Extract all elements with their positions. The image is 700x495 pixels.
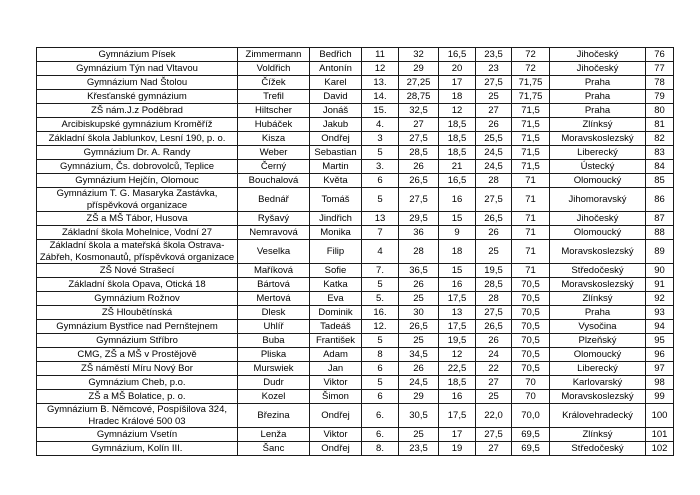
cell-rank: 83 bbox=[646, 146, 674, 160]
cell-rank: 94 bbox=[646, 320, 674, 334]
cell-region: Moravskoslezský bbox=[550, 278, 646, 292]
cell-region: Jihočeský bbox=[550, 212, 646, 226]
cell-rank: 90 bbox=[646, 264, 674, 278]
cell-region: Olomoucký bbox=[550, 348, 646, 362]
cell-rank: 78 bbox=[646, 76, 674, 90]
table-row bbox=[37, 62, 674, 76]
cell-total: 69,5 bbox=[512, 428, 550, 442]
cell-score-d: 26,5 bbox=[476, 212, 512, 226]
cell-first-name: Dominik bbox=[310, 306, 362, 320]
cell-school: ZŠ náměstí Míru Nový Bor bbox=[37, 362, 238, 376]
cell-first-name: Viktor bbox=[310, 428, 362, 442]
cell-total: 71,5 bbox=[512, 146, 550, 160]
cell-score-c: 12 bbox=[439, 104, 476, 118]
cell-score-a: 6 bbox=[362, 174, 399, 188]
cell-score-b: 26,5 bbox=[399, 320, 439, 334]
table-row bbox=[37, 442, 674, 456]
cell-score-c: 16,5 bbox=[439, 48, 476, 62]
cell-surname: Uhlíř bbox=[238, 320, 310, 334]
cell-score-c: 18,5 bbox=[439, 146, 476, 160]
cell-score-b: 27,5 bbox=[399, 132, 439, 146]
cell-score-d: 26 bbox=[476, 334, 512, 348]
cell-score-b: 29,5 bbox=[399, 212, 439, 226]
cell-score-d: 28 bbox=[476, 174, 512, 188]
cell-score-d: 23 bbox=[476, 62, 512, 76]
cell-score-d: 28,5 bbox=[476, 278, 512, 292]
cell-school: ZŠ Hloubětínská bbox=[37, 306, 238, 320]
cell-score-c: 18 bbox=[439, 240, 476, 264]
cell-first-name: Tadeáš bbox=[310, 320, 362, 334]
cell-score-d: 26 bbox=[476, 118, 512, 132]
cell-surname: Murswiek bbox=[238, 362, 310, 376]
cell-school: Gymnázium, Kolín III. bbox=[37, 442, 238, 456]
cell-region: Zlínksý bbox=[550, 428, 646, 442]
cell-first-name: Katka bbox=[310, 278, 362, 292]
cell-first-name: Monika bbox=[310, 226, 362, 240]
cell-school: ZŠ nám.J.z Poděbrad bbox=[37, 104, 238, 118]
cell-score-a: 5 bbox=[362, 376, 399, 390]
cell-region: Jihočeský bbox=[550, 62, 646, 76]
cell-score-d: 27,5 bbox=[476, 306, 512, 320]
cell-score-c: 18,5 bbox=[439, 118, 476, 132]
cell-score-b: 30,5 bbox=[399, 404, 439, 428]
cell-rank: 84 bbox=[646, 160, 674, 174]
cell-score-b: 26 bbox=[399, 160, 439, 174]
cell-score-a: 7 bbox=[362, 226, 399, 240]
cell-rank: 95 bbox=[646, 334, 674, 348]
cell-score-c: 18,5 bbox=[439, 132, 476, 146]
cell-score-b: 26 bbox=[399, 278, 439, 292]
cell-school: Arcibiskupské gymnázium Kroměříž bbox=[37, 118, 238, 132]
cell-school: Základní škola Mohelnice, Vodní 27 bbox=[37, 226, 238, 240]
cell-school: Základní škola a mateřská škola Ostrava-Zábřeh, Kosmonautů, příspěvková organizace bbox=[37, 240, 238, 264]
cell-score-a: 14. bbox=[362, 90, 399, 104]
cell-first-name: Martin bbox=[310, 160, 362, 174]
cell-score-b: 25 bbox=[399, 428, 439, 442]
cell-score-d: 27 bbox=[476, 376, 512, 390]
cell-score-c: 17 bbox=[439, 76, 476, 90]
cell-rank: 88 bbox=[646, 226, 674, 240]
table-row bbox=[37, 212, 674, 226]
cell-score-a: 12. bbox=[362, 320, 399, 334]
cell-first-name: Ondřej bbox=[310, 442, 362, 456]
cell-region: Praha bbox=[550, 90, 646, 104]
cell-rank: 100 bbox=[646, 404, 674, 428]
cell-score-c: 19,5 bbox=[439, 334, 476, 348]
cell-score-a: 4. bbox=[362, 118, 399, 132]
cell-school: Gymnázium Nad Štolou bbox=[37, 76, 238, 90]
cell-score-c: 16 bbox=[439, 278, 476, 292]
cell-surname: Březina bbox=[238, 404, 310, 428]
cell-total: 70,0 bbox=[512, 404, 550, 428]
cell-first-name: David bbox=[310, 90, 362, 104]
cell-score-c: 18,5 bbox=[439, 376, 476, 390]
cell-score-d: 19,5 bbox=[476, 264, 512, 278]
cell-rank: 79 bbox=[646, 90, 674, 104]
cell-score-a: 5 bbox=[362, 278, 399, 292]
cell-first-name: Jonáš bbox=[310, 104, 362, 118]
cell-score-a: 8. bbox=[362, 442, 399, 456]
cell-score-c: 17 bbox=[439, 428, 476, 442]
cell-score-b: 23,5 bbox=[399, 442, 439, 456]
cell-total: 71 bbox=[512, 188, 550, 212]
cell-score-d: 24,5 bbox=[476, 160, 512, 174]
table-row bbox=[37, 376, 674, 390]
cell-surname: Bártová bbox=[238, 278, 310, 292]
cell-region: Moravskoslezský bbox=[550, 390, 646, 404]
cell-score-c: 12 bbox=[439, 348, 476, 362]
cell-score-a: 6 bbox=[362, 362, 399, 376]
cell-surname: Buba bbox=[238, 334, 310, 348]
cell-total: 71 bbox=[512, 226, 550, 240]
cell-score-c: 17,5 bbox=[439, 292, 476, 306]
cell-score-c: 15 bbox=[439, 212, 476, 226]
cell-first-name: Tomáš bbox=[310, 188, 362, 212]
cell-rank: 89 bbox=[646, 240, 674, 264]
table-row bbox=[37, 264, 674, 278]
cell-score-b: 29 bbox=[399, 62, 439, 76]
cell-surname: Weber bbox=[238, 146, 310, 160]
cell-total: 70,5 bbox=[512, 362, 550, 376]
table-row bbox=[37, 348, 674, 362]
cell-score-d: 25,5 bbox=[476, 132, 512, 146]
cell-rank: 81 bbox=[646, 118, 674, 132]
cell-score-a: 16. bbox=[362, 306, 399, 320]
cell-score-d: 28 bbox=[476, 292, 512, 306]
table-row bbox=[37, 174, 674, 188]
cell-rank: 101 bbox=[646, 428, 674, 442]
cell-score-b: 34,5 bbox=[399, 348, 439, 362]
cell-school: Gymnázium Písek bbox=[37, 48, 238, 62]
cell-first-name: Ondřej bbox=[310, 404, 362, 428]
cell-rank: 102 bbox=[646, 442, 674, 456]
cell-score-d: 25 bbox=[476, 240, 512, 264]
cell-score-a: 6. bbox=[362, 404, 399, 428]
cell-region: Moravskoslezský bbox=[550, 132, 646, 146]
table-row bbox=[37, 320, 674, 334]
cell-total: 71 bbox=[512, 212, 550, 226]
cell-school: ZŠ Nové Strašecí bbox=[37, 264, 238, 278]
cell-score-a: 13 bbox=[362, 212, 399, 226]
cell-region: Vysočina bbox=[550, 320, 646, 334]
cell-region: Středočeský bbox=[550, 442, 646, 456]
table-row bbox=[37, 90, 674, 104]
cell-region: Zlínksý bbox=[550, 118, 646, 132]
cell-score-a: 3. bbox=[362, 160, 399, 174]
cell-total: 71 bbox=[512, 174, 550, 188]
cell-total: 70 bbox=[512, 376, 550, 390]
cell-first-name: Jindřich bbox=[310, 212, 362, 226]
cell-total: 71,5 bbox=[512, 160, 550, 174]
cell-first-name: Filip bbox=[310, 240, 362, 264]
cell-total: 70,5 bbox=[512, 348, 550, 362]
cell-region: Olomoucký bbox=[550, 226, 646, 240]
cell-surname: Trefil bbox=[238, 90, 310, 104]
cell-total: 70,5 bbox=[512, 306, 550, 320]
cell-score-b: 28,75 bbox=[399, 90, 439, 104]
cell-score-a: 12 bbox=[362, 62, 399, 76]
cell-score-d: 27,5 bbox=[476, 76, 512, 90]
cell-score-b: 27,5 bbox=[399, 188, 439, 212]
cell-score-a: 15. bbox=[362, 104, 399, 118]
cell-score-d: 27 bbox=[476, 442, 512, 456]
table-row bbox=[37, 104, 674, 118]
cell-surname: Veselka bbox=[238, 240, 310, 264]
cell-first-name: Jan bbox=[310, 362, 362, 376]
cell-rank: 97 bbox=[646, 362, 674, 376]
cell-score-b: 36,5 bbox=[399, 264, 439, 278]
cell-total: 71,75 bbox=[512, 90, 550, 104]
cell-surname: Maříková bbox=[238, 264, 310, 278]
cell-score-c: 20 bbox=[439, 62, 476, 76]
cell-rank: 99 bbox=[646, 390, 674, 404]
cell-school: Gymnázium Rožnov bbox=[37, 292, 238, 306]
cell-score-d: 24,5 bbox=[476, 146, 512, 160]
cell-school: Gymnázium B. Němcové, Pospíšilova 324, Hradec Králové 500 03 bbox=[37, 404, 238, 428]
cell-score-c: 13 bbox=[439, 306, 476, 320]
table-row bbox=[37, 404, 674, 428]
cell-score-a: 13. bbox=[362, 76, 399, 90]
cell-rank: 85 bbox=[646, 174, 674, 188]
cell-score-c: 19 bbox=[439, 442, 476, 456]
cell-score-c: 15 bbox=[439, 264, 476, 278]
cell-school: Gymnázium Bystřice nad Pernštejnem bbox=[37, 320, 238, 334]
cell-score-a: 7. bbox=[362, 264, 399, 278]
table-row bbox=[37, 334, 674, 348]
table-row bbox=[37, 362, 674, 376]
cell-rank: 87 bbox=[646, 212, 674, 226]
cell-region: Královehradecký bbox=[550, 404, 646, 428]
cell-score-c: 9 bbox=[439, 226, 476, 240]
cell-school: Základní škola Jablunkov, Lesní 190, p. o. bbox=[37, 132, 238, 146]
cell-rank: 76 bbox=[646, 48, 674, 62]
cell-surname: Voldřich bbox=[238, 62, 310, 76]
cell-surname: Ryšavý bbox=[238, 212, 310, 226]
table-row bbox=[37, 132, 674, 146]
cell-rank: 91 bbox=[646, 278, 674, 292]
cell-surname: Bednář bbox=[238, 188, 310, 212]
cell-region: Jihomoravský bbox=[550, 188, 646, 212]
cell-surname: Kisza bbox=[238, 132, 310, 146]
cell-rank: 92 bbox=[646, 292, 674, 306]
cell-score-d: 27 bbox=[476, 104, 512, 118]
cell-score-b: 25 bbox=[399, 292, 439, 306]
cell-score-b: 27 bbox=[399, 118, 439, 132]
cell-score-a: 5. bbox=[362, 292, 399, 306]
cell-first-name: Antonín bbox=[310, 62, 362, 76]
cell-school: ZŠ a MŠ Bolatice, p. o. bbox=[37, 390, 238, 404]
table-row bbox=[37, 118, 674, 132]
cell-score-d: 27,5 bbox=[476, 188, 512, 212]
table-row bbox=[37, 226, 674, 240]
cell-rank: 86 bbox=[646, 188, 674, 212]
cell-score-a: 6 bbox=[362, 390, 399, 404]
cell-total: 72 bbox=[512, 62, 550, 76]
cell-surname: Dudr bbox=[238, 376, 310, 390]
cell-region: Karlovarský bbox=[550, 376, 646, 390]
cell-region: Ústecký bbox=[550, 160, 646, 174]
cell-score-d: 27,5 bbox=[476, 428, 512, 442]
cell-region: Jihočeský bbox=[550, 48, 646, 62]
cell-surname: Dlesk bbox=[238, 306, 310, 320]
cell-total: 71 bbox=[512, 264, 550, 278]
cell-score-b: 30 bbox=[399, 306, 439, 320]
cell-total: 70 bbox=[512, 390, 550, 404]
cell-region: Praha bbox=[550, 306, 646, 320]
cell-surname: Bouchalová bbox=[238, 174, 310, 188]
cell-surname: Černý bbox=[238, 160, 310, 174]
cell-rank: 77 bbox=[646, 62, 674, 76]
cell-region: Středočeský bbox=[550, 264, 646, 278]
cell-surname: Lenža bbox=[238, 428, 310, 442]
cell-score-d: 23,5 bbox=[476, 48, 512, 62]
cell-total: 71,5 bbox=[512, 132, 550, 146]
cell-school: Gymnázium Stříbro bbox=[37, 334, 238, 348]
cell-region: Plzeňský bbox=[550, 334, 646, 348]
cell-score-b: 26 bbox=[399, 362, 439, 376]
cell-first-name: Šimon bbox=[310, 390, 362, 404]
cell-region: Liberecký bbox=[550, 146, 646, 160]
cell-score-b: 26,5 bbox=[399, 174, 439, 188]
cell-first-name: Bedřich bbox=[310, 48, 362, 62]
table-row bbox=[37, 240, 674, 264]
cell-first-name: Jakub bbox=[310, 118, 362, 132]
cell-score-d: 26 bbox=[476, 226, 512, 240]
cell-school: Gymnázium Cheb, p.o. bbox=[37, 376, 238, 390]
cell-region: Moravskoslezský bbox=[550, 240, 646, 264]
cell-score-b: 25 bbox=[399, 334, 439, 348]
table-row bbox=[37, 160, 674, 174]
cell-score-a: 4 bbox=[362, 240, 399, 264]
cell-surname: Zimmermann bbox=[238, 48, 310, 62]
cell-total: 69,5 bbox=[512, 442, 550, 456]
cell-score-b: 27,25 bbox=[399, 76, 439, 90]
cell-score-c: 22,5 bbox=[439, 362, 476, 376]
cell-score-d: 25 bbox=[476, 390, 512, 404]
cell-score-a: 8 bbox=[362, 348, 399, 362]
cell-score-c: 16 bbox=[439, 390, 476, 404]
cell-score-a: 5 bbox=[362, 334, 399, 348]
cell-score-d: 22,0 bbox=[476, 404, 512, 428]
cell-score-b: 29 bbox=[399, 390, 439, 404]
cell-rank: 80 bbox=[646, 104, 674, 118]
cell-first-name: Ondřej bbox=[310, 132, 362, 146]
cell-rank: 98 bbox=[646, 376, 674, 390]
cell-total: 71,75 bbox=[512, 76, 550, 90]
cell-total: 70,5 bbox=[512, 292, 550, 306]
cell-school: Gymnázium Vsetín bbox=[37, 428, 238, 442]
cell-score-c: 18 bbox=[439, 90, 476, 104]
cell-total: 70,5 bbox=[512, 278, 550, 292]
cell-first-name: Sofie bbox=[310, 264, 362, 278]
cell-score-c: 17,5 bbox=[439, 404, 476, 428]
cell-school: Gymnázium Dr. A. Randy bbox=[37, 146, 238, 160]
table-row bbox=[37, 188, 674, 212]
cell-school: Gymnázium Týn nad Vltavou bbox=[37, 62, 238, 76]
cell-region: Olomoucký bbox=[550, 174, 646, 188]
cell-score-b: 32,5 bbox=[399, 104, 439, 118]
cell-school: Gymnázium T. G. Masaryka Zastávka, příspěvková organizace bbox=[37, 188, 238, 212]
results-table bbox=[36, 47, 674, 456]
cell-score-b: 32 bbox=[399, 48, 439, 62]
table-row bbox=[37, 292, 674, 306]
cell-rank: 82 bbox=[646, 132, 674, 146]
cell-rank: 93 bbox=[646, 306, 674, 320]
cell-score-b: 28 bbox=[399, 240, 439, 264]
cell-rank: 96 bbox=[646, 348, 674, 362]
cell-score-a: 3 bbox=[362, 132, 399, 146]
cell-region: Praha bbox=[550, 104, 646, 118]
cell-score-a: 5 bbox=[362, 146, 399, 160]
cell-surname: Mertová bbox=[238, 292, 310, 306]
cell-school: Křesťanské gymnázium bbox=[37, 90, 238, 104]
cell-score-a: 6. bbox=[362, 428, 399, 442]
table-row bbox=[37, 278, 674, 292]
cell-score-c: 16 bbox=[439, 188, 476, 212]
table-row bbox=[37, 306, 674, 320]
cell-region: Praha bbox=[550, 76, 646, 90]
cell-total: 72 bbox=[512, 48, 550, 62]
table-row bbox=[37, 428, 674, 442]
cell-score-c: 21 bbox=[439, 160, 476, 174]
cell-school: CMG, ZŠ a MŠ v Prostějově bbox=[37, 348, 238, 362]
cell-score-d: 25 bbox=[476, 90, 512, 104]
cell-surname: Hubáček bbox=[238, 118, 310, 132]
cell-score-b: 36 bbox=[399, 226, 439, 240]
cell-first-name: Karel bbox=[310, 76, 362, 90]
cell-first-name: Květa bbox=[310, 174, 362, 188]
table-row bbox=[37, 146, 674, 160]
cell-surname: Čížek bbox=[238, 76, 310, 90]
cell-score-d: 24 bbox=[476, 348, 512, 362]
cell-surname: Nemravová bbox=[238, 226, 310, 240]
cell-surname: Hiltscher bbox=[238, 104, 310, 118]
cell-surname: Šanc bbox=[238, 442, 310, 456]
results-table-body bbox=[37, 48, 674, 456]
cell-score-d: 26,5 bbox=[476, 320, 512, 334]
cell-total: 70,5 bbox=[512, 334, 550, 348]
cell-school: Gymnázium Hejčín, Olomouc bbox=[37, 174, 238, 188]
cell-school: ZŠ a MŠ Tábor, Husova bbox=[37, 212, 238, 226]
cell-score-a: 5 bbox=[362, 188, 399, 212]
cell-total: 71,5 bbox=[512, 118, 550, 132]
cell-score-b: 28,5 bbox=[399, 146, 439, 160]
cell-score-c: 17,5 bbox=[439, 320, 476, 334]
cell-total: 71,5 bbox=[512, 104, 550, 118]
cell-school: Gymnázium, Čs. dobrovolců, Teplice bbox=[37, 160, 238, 174]
cell-region: Liberecký bbox=[550, 362, 646, 376]
cell-surname: Pliska bbox=[238, 348, 310, 362]
cell-total: 70,5 bbox=[512, 320, 550, 334]
table-row bbox=[37, 390, 674, 404]
cell-region: Zlínksý bbox=[550, 292, 646, 306]
cell-first-name: Eva bbox=[310, 292, 362, 306]
cell-first-name: Sebastian bbox=[310, 146, 362, 160]
table-row bbox=[37, 76, 674, 90]
cell-surname: Kozel bbox=[238, 390, 310, 404]
cell-total: 71 bbox=[512, 240, 550, 264]
table-row bbox=[37, 48, 674, 62]
cell-school: Základní škola Opava, Otická 18 bbox=[37, 278, 238, 292]
cell-score-a: 11 bbox=[362, 48, 399, 62]
cell-score-b: 24,5 bbox=[399, 376, 439, 390]
cell-score-d: 22 bbox=[476, 362, 512, 376]
cell-first-name: František bbox=[310, 334, 362, 348]
cell-score-c: 16,5 bbox=[439, 174, 476, 188]
cell-first-name: Viktor bbox=[310, 376, 362, 390]
cell-first-name: Adam bbox=[310, 348, 362, 362]
